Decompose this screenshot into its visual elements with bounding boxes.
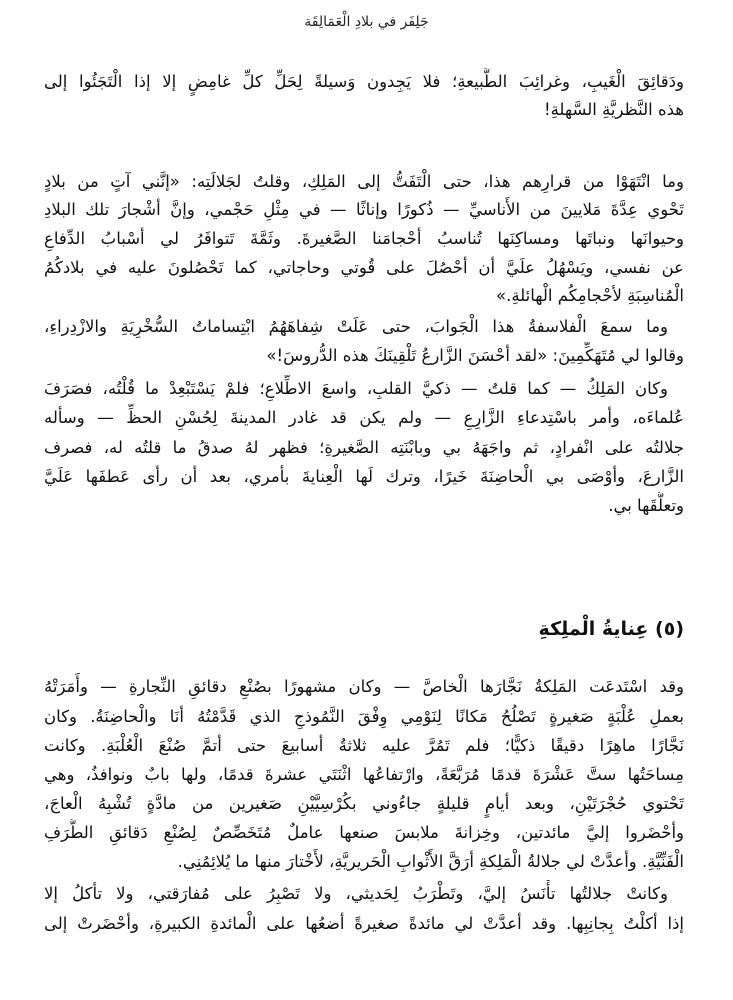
paragraph-line: بعملِ عُلْبَةٍ صَغيرةٍ تَصْلُحُ مَكانًا لِنَوْمِي وِفْقَ النَّمُوذجِ الذي قَدَّمْتُهُ أنَا والْحاضِنَةُ. وكان [44,707,684,726]
section-heading: (٥) عِنايةُ الْملِكةِ [538,618,684,640]
paragraph-line: ودَقائِقَ الْغَيبِ، وغرائِبَ الطَّبيعةِ؛ فلا يَجِدون وَسيلةً لِحَلِّ كلِّ غامِضٍ إلا إذا الْتَجَئُوا إلى [44,72,684,91]
paragraph-line: وكان المَلِكُ — كما قلتُ — ذكيَّ القلبِ، واسعَ الاطِّلاعِ؛ فلمْ يَسْتَبْعِدْ ما قُلْتُه، فصَرَفَ [44,379,668,398]
paragraph-line: وقد اسْتَدعَت المَلِكةُ نَجَّارَها الْخاصَّ — وكان مشهورًا بصُنْعِ دقائقِ النِّجارةِ — وأَمَرَتْهُ [44,677,684,696]
paragraph-line: مِساحَتُها ستَّ عَشْرَةَ قدمًا مُرَبَّعَةً، وارْتفاعُها اثْنَتَي عشرةَ قدمًا، ولها بابٌ ونوافذُ، وهي [44,765,684,784]
paragraph-line: عن نفسي، ويَسْهُلُ علَيَّ أن أحْصُلَ على قُوتي وحاجاتي، كما تَحْصُلونَ عليه في بلادكُمُ [44,258,684,277]
paragraph-line: وما سمعَ الْفلاسفةُ هذا الْجَوابَ، حتى عَلَتْ شِفاهَهُمُ ابْتِساماتُ السُّخْرِيَةِ والازْدِراءِ، [44,317,668,336]
paragraph-line: إذا أكلْتُ بِجانِبِها. وقد أعدَّتْ لي مائدةً صغيرةً أضعُها على الْمائدةِ الكبيرةِ، وأحْضَرتْ إلى [44,914,684,933]
paragraph-line: نَجَّارًا ماهِرًا دقيقًا ذكيًّا؛ فلم تَمُرَّ عليه ثلاثةُ أسابيعَ حتى أتمَّ صُنْعَ الْعُلْبَةِ. وكانت [44,736,684,755]
paragraph-line: وأحْضَروا إليَّ مائدتين، وخِزانةَ ملابسَ صنعها عاملٌ مُتَخَصِّصٌ لِصُنْعِ دَقائقِ الطُّرَفِ [44,823,684,842]
paragraph-line: الْفَنِّيَّةِ. وأعدَّتْ لي جلالةُ الْمَلِكةِ أرَقَّ الأَثْوابِ الْحَريريَّةِ، لأَخْتارَ منها ما يُلائِمُنِي. [177,852,684,871]
paragraph-line: وما انْتَهَوْا من قرارِهم هذا، حتى الْتَفَتُّ إلى المَلِكِ، وقلتُ لجَلالَتِه: «إنَّني آتٍ من بلادٍ [44,172,684,191]
paragraph-line: وتعلُّقَها بي. [608,496,684,515]
paragraph-line: تَحْوي عِدَّةَ مَلايينَ من الأَناسيِّ — ذُكورًا وإناثًا — في مِثْلِ حَجْمي، وإنَّ أشْجارَ تلك البلادِ [44,200,684,219]
paragraph-line: الزَّارعَ، وأوْصَى بي الْحاضِنَةَ خَيرًا، وترك لَها الْعِنايةَ بأمري، بعد أن رأى عَطفَها عَلَيَّ [44,467,684,486]
paragraph-line: عُلماءَه، وأمر باسْتِدعاءِ الزَّارِعِ — ولم يكن قد غادر المدينةَ لِحُسْنِ الحظِّ — وسأله [44,408,684,427]
paragraph-line: وقالوا لي مُتَهَكِّمِينَ: «لقد أحْسَنَ الزَّارعُ تَلْقِينَكَ هذه الدُّروسَ!» [266,346,684,365]
running-head: جَلِفَر في بلادِ الْعَمَالِقَة [304,14,429,30]
paragraph-line: جلالتُه على انْفرادٍ، ثم واجَهَهُ بي وبابْنَتِه الصَّغيرةِ؛ فظهر لهُ صدقُ ما قلتُه له، فصرف [44,438,684,457]
paragraph-line: الْمُناسِبَةِ لأحْجامِكُم الْهائلةِ.» [495,286,684,305]
paragraph-line: هذه النَّظريَّةِ السَّهلةِ! [543,100,684,119]
paragraph-line: تَحْتوي حُجْرَتَيْنِ، وبعد أيامٍ قليلةٍ جاءُوني بكُرْسِيَّيْنِ صَغيرين من مادَّةٍ تُشْبِهُ الْعاجَ، [44,794,684,813]
paragraph-line: وكانتْ جلالتُها تأْنَسُ إليَّ، وتَطْرَبُ لِحَديثي، ولا تَصْبِرُ على مُفارَقتي، ولا تأكلُ إلا [44,884,668,903]
paragraph-line: وحيوانَها ونباتَها ومساكِنَها تُناسبُ أحْجامَنا الصَّغيرةَ. وثَمَّةَ تَتوافَرُ لي أسْبابُ الدِّفاعِ [44,229,684,248]
